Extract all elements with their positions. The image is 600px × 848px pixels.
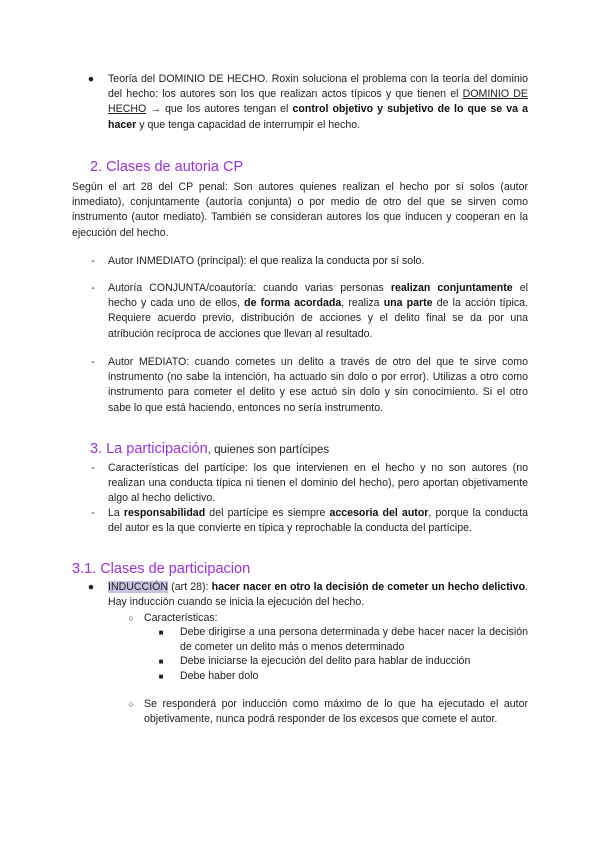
text: La — [108, 507, 124, 519]
caracteristica-item: Debe dirigirse a una persona determinada y debe hacer nacer la decisión de cometer un delito más o menos determinado — [180, 626, 528, 654]
square-bullet-icon: ■ — [158, 672, 164, 681]
dash-icon: - — [91, 462, 95, 474]
responsabilidad-item — [108, 506, 528, 536]
text: (art 28): — [168, 581, 212, 593]
autor-inmediato-item: Autor INMEDIATO (principal): el que realiza la conducta por sí solo. — [108, 255, 425, 267]
dominio-hecho-paragraph — [108, 72, 528, 133]
text: del partícipe es siempre — [205, 507, 330, 519]
bold-text: responsabilidad — [123, 507, 206, 519]
caracteristica-item: Debe iniciarse la ejecución del delito para hablar de inducción — [180, 655, 471, 667]
bullet-icon: ● — [87, 581, 95, 593]
dash-icon: - — [91, 356, 95, 368]
bold-text: accesoria del autor — [329, 507, 429, 519]
intro-paragraph: Según el art 28 del CP penal: Son autores quienes realizan el hecho por sí solos (autor inmediato), conjuntamente (autoría conjunta) o por medio de otro del que se sirven como instrumento (autor mediato). También se consideran autores los que inducen y cooperan en la ejecución del hecho. — [72, 181, 528, 239]
text: de la acción típica. Requiere acuerdo previo, distribución de acciones y el delito final se da por una atribución recíproca de acciones que llevan al resultado. — [108, 297, 528, 340]
text: Teoría del DOMINIO DE HECHO. Roxin soluciona el problema con la teoría del dominio del hecho: los autores son los que realizan actos típicos y que tienen el — [108, 73, 528, 101]
bold-text: control objetivo y subjetivo de lo que se va a hacer — [108, 103, 528, 131]
section-heading-clases-participacion: 3.1. Clases de participacion — [72, 561, 251, 577]
caracteristicas-label: Características: — [144, 612, 218, 624]
heading-text: 3. La participación — [90, 441, 208, 457]
text: y que tenga capacidad de interrumpir el hecho. — [136, 118, 361, 131]
heading-subtext: , quienes son partícipes — [207, 444, 330, 456]
text: , porque la conducta del autor es la que convierte en típica y reprochable la conducta del partícipe. — [108, 507, 528, 535]
caracteristica-item: Debe haber dolo — [180, 670, 259, 682]
highlighted-text: INDUCCIÓN — [108, 581, 169, 593]
caracteristicas-participe-item: Características del partícipe: los que intervienen en el hecho y no son autores (no realizan una conducta típica ni tienen el dominio del hecho), pero aportan objetivamente algo al hecho delictivo. — [108, 462, 528, 505]
circle-bullet-icon: ○ — [128, 613, 134, 623]
responder-induccion-item: Se responderá por inducción como máximo de lo que ha ejecutado el autor objetivamente, nunca podrá responder de los excesos que comete el autor. — [144, 698, 528, 726]
section-heading-participacion — [90, 442, 329, 458]
text: . Hay inducción cuando se inicia la ejecución del hecho. — [108, 581, 528, 609]
autor-mediato-item: Autor MEDIATO: cuando cometes un delito a través de otro del que te sirve como instrumento (no sabe la intención, ha actuado sin dolo o por error). Utilizas a otro como instrumento para cometer el delito y ese actuó sin dolo y sin conocimiento. Si el otro sabe lo que está haciendo, entonces no sería instrumento. — [108, 356, 528, 414]
circle-bullet-icon: ○ — [128, 699, 134, 709]
bold-text: una parte — [383, 297, 433, 310]
autoria-conjunta-item — [108, 281, 528, 342]
square-bullet-icon: ■ — [158, 628, 164, 637]
underlined-text: DOMINIO DE HECHO — [108, 88, 528, 116]
bullet-icon: ● — [87, 73, 95, 85]
square-bullet-icon: ■ — [158, 657, 164, 666]
dash-icon: - — [91, 282, 95, 294]
bold-text: realizan conjuntamente — [390, 282, 513, 294]
text: → que los autores tengan el — [146, 103, 293, 116]
bold-text: de forma acordada — [244, 297, 342, 310]
dash-icon: - — [91, 507, 95, 519]
text: Autoría CONJUNTA/coautoría: cuando varias personas — [108, 282, 391, 294]
text: , realiza — [341, 297, 384, 310]
bold-text: hacer nacer en otro la decisión de cometer un hecho delictivo — [211, 581, 526, 593]
induccion-item — [108, 580, 528, 610]
section-heading-clases-autoria: 2. Clases de autoria CP — [90, 159, 244, 175]
text: el hecho y cada uno de ellos, — [108, 282, 528, 310]
dash-icon: - — [91, 255, 95, 267]
